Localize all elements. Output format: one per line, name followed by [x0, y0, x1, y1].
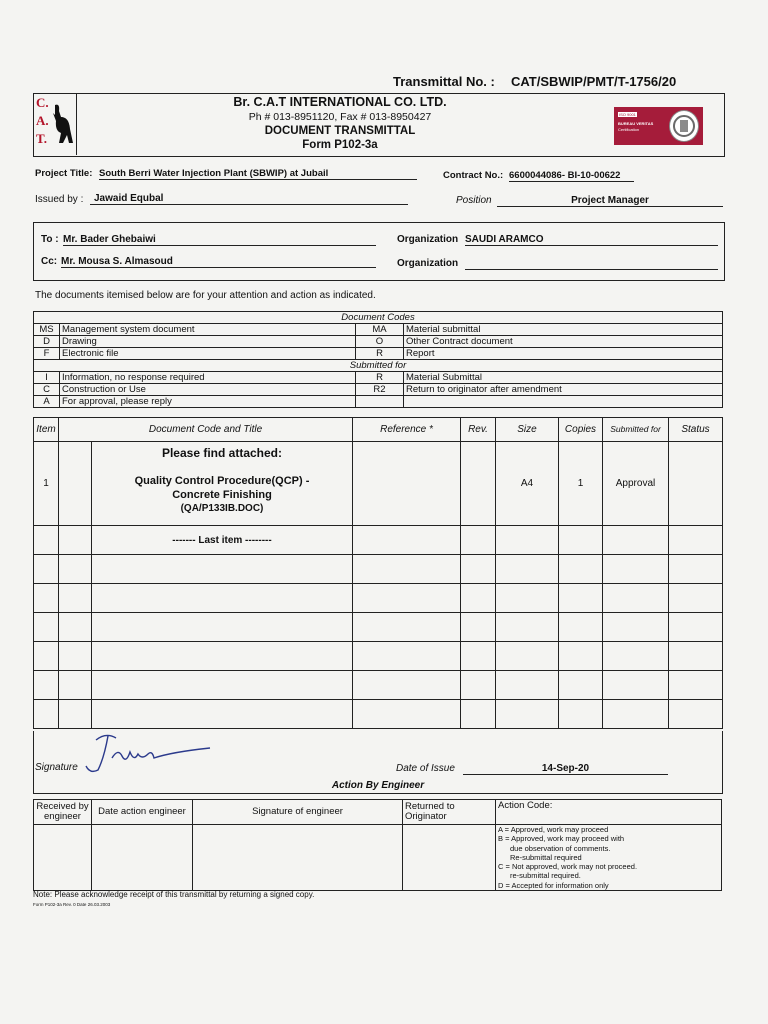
- intro-text: The documents itemised below are for your attention and action as indicated.: [35, 290, 376, 301]
- code-cell: R: [356, 372, 404, 384]
- table-row: [34, 671, 723, 700]
- logo-letter-a: A.: [36, 113, 49, 128]
- items-table: [33, 417, 723, 729]
- col-submitted-for: Submitted for: [603, 418, 669, 442]
- code-desc: Information, no response required: [60, 372, 356, 384]
- organization-value: SAUDI ARAMCO: [465, 234, 718, 246]
- code-desc: Report: [404, 348, 723, 360]
- cat-logo-icon: [51, 103, 75, 147]
- signature-label: Signature: [35, 762, 78, 773]
- action-code-header: Action Code:: [496, 800, 722, 825]
- code-cell: D: [34, 336, 60, 348]
- cert-line1: ISO 9001: [619, 112, 636, 117]
- transmittal-number: CAT/SBWIP/PMT/T-1756/20: [511, 74, 677, 89]
- code-desc: Material submittal: [404, 324, 723, 336]
- to-label: To :: [41, 234, 59, 245]
- organization-label: Organization: [397, 234, 459, 245]
- submitted-for-header: Submitted for: [34, 360, 723, 372]
- table-row: [34, 442, 723, 526]
- codes-header: Document Codes: [34, 312, 723, 324]
- item-submitted-for: Approval: [603, 442, 669, 526]
- code-desc: Management system document: [60, 324, 356, 336]
- item-title-line2: Concrete Finishing: [172, 489, 272, 501]
- code-cell: R: [356, 348, 404, 360]
- transmittal-label: Transmittal No. :: [393, 74, 495, 89]
- item-copies: 1: [559, 442, 603, 526]
- to-value: Mr. Bader Ghebaiwi: [63, 234, 376, 246]
- table-row: [34, 396, 723, 408]
- last-item-marker: ------- Last item --------: [92, 526, 353, 555]
- code-cell: I: [34, 372, 60, 384]
- bureau-veritas-seal-icon: [669, 110, 699, 142]
- col-item: Item: [34, 418, 59, 442]
- col-document-title: Document Code and Title: [59, 418, 353, 442]
- issued-by-label: Issued by :: [35, 194, 84, 205]
- signature-engineer-header: Signature of engineer: [193, 800, 403, 825]
- code-desc: Electronic file: [60, 348, 356, 360]
- item-title-line3: (QA/P133IB.DOC): [180, 503, 264, 514]
- table-row: [34, 613, 723, 642]
- code-cell: O: [356, 336, 404, 348]
- contract-value: 6600044086- BI-10-00622: [509, 170, 634, 182]
- code-desc: For approval, please reply: [60, 396, 356, 408]
- table-row: [34, 555, 723, 584]
- please-find-attached: Please find attached:: [161, 446, 283, 460]
- col-size: Size: [496, 418, 559, 442]
- code-cell: C: [34, 384, 60, 396]
- code-desc: Construction or Use: [60, 384, 356, 396]
- table-row: [34, 584, 723, 613]
- table-row: [34, 336, 723, 348]
- document-codes-table: [33, 311, 723, 408]
- col-reference: Reference *: [353, 418, 461, 442]
- logo-letter-c: C.: [36, 95, 49, 110]
- cc-value: Mr. Mousa S. Almasoud: [61, 256, 376, 268]
- position-label: Position: [456, 195, 492, 206]
- table-row: [34, 348, 723, 360]
- code-cell: R2: [356, 384, 404, 396]
- code-desc: Return to originator after amendment: [404, 384, 723, 396]
- received-by-header: Received by engineer: [34, 800, 92, 825]
- action-code-b2: due observation of comments.: [510, 843, 611, 853]
- returned-header: Returned to Originator: [403, 800, 496, 825]
- company-phone: Ph # 013-8951120, Fax # 013-8950427: [248, 111, 432, 123]
- col-copies: Copies: [559, 418, 603, 442]
- recipients-box: [33, 222, 725, 281]
- item-size: A4: [496, 442, 559, 526]
- company-logo: [33, 93, 77, 155]
- code-desc: [404, 396, 723, 408]
- code-cell: F: [34, 348, 60, 360]
- table-row: [34, 700, 723, 729]
- position-value: Project Manager: [497, 195, 723, 207]
- action-table: [33, 799, 722, 891]
- action-code-b3: Re-submittal required: [510, 852, 582, 862]
- item-title-line1: Quality Control Procedure(QCP) -: [134, 475, 310, 487]
- col-status: Status: [669, 418, 723, 442]
- contract-label: Contract No.:: [443, 170, 504, 181]
- issued-by-value: Jawaid Equbal: [90, 193, 408, 205]
- certification-badge: [614, 107, 703, 145]
- code-desc: Other Contract document: [404, 336, 723, 348]
- code-cell: [356, 396, 404, 408]
- code-cell: MS: [34, 324, 60, 336]
- action-code-d: D = Accepted for information only: [498, 880, 609, 890]
- table-row: [34, 372, 723, 384]
- code-cell: MA: [356, 324, 404, 336]
- date-of-issue-value: 14-Sep-20: [463, 763, 668, 775]
- cc-label: Cc:: [41, 256, 58, 267]
- item-number: 1: [34, 442, 59, 526]
- handwritten-signature: [82, 730, 214, 776]
- action-code-b: B = Approved, work may proceed with: [498, 834, 625, 844]
- footer-note: Note: Please acknowledge receipt of this transmittal by returning a signed copy.: [33, 890, 315, 899]
- table-row: [34, 642, 723, 671]
- date-of-issue-label: Date of Issue: [396, 763, 455, 774]
- project-title-value: South Berri Water Injection Plant (SBWIP) at Jubail: [99, 168, 417, 180]
- action-code-c: C = Not approved, work may not proceed.: [498, 862, 638, 872]
- form-number: Form P102-3a: [302, 139, 378, 151]
- logo-letter-t: T.: [36, 131, 47, 146]
- table-row: [34, 526, 723, 555]
- document-title: DOCUMENT TRANSMITTAL: [264, 125, 416, 137]
- table-row: [34, 324, 723, 336]
- action-code-a: A = Approved, work may proceed: [498, 825, 609, 834]
- code-desc: Material Submittal: [404, 372, 723, 384]
- table-row: [34, 384, 723, 396]
- action-code-c2: re-submittal required.: [510, 871, 581, 881]
- date-action-header: Date action engineer: [92, 800, 193, 825]
- organization2-value: [465, 258, 718, 270]
- col-rev: Rev.: [461, 418, 496, 442]
- organization2-label: Organization: [397, 258, 459, 269]
- code-cell: A: [34, 396, 60, 408]
- company-name: Br. C.A.T INTERNATIONAL CO. LTD.: [233, 95, 447, 109]
- code-desc: Drawing: [60, 336, 356, 348]
- cert-line3: Certification: [618, 127, 640, 132]
- action-by-engineer-title: Action By Engineer: [331, 780, 425, 791]
- cert-line2: BUREAU VERITAS: [618, 121, 654, 126]
- project-title-label: Project Title:: [35, 168, 93, 179]
- footer-form-ref: Form P102-3a Rev. 0 Date 26.03.2003: [33, 902, 111, 907]
- table-row: [34, 825, 722, 891]
